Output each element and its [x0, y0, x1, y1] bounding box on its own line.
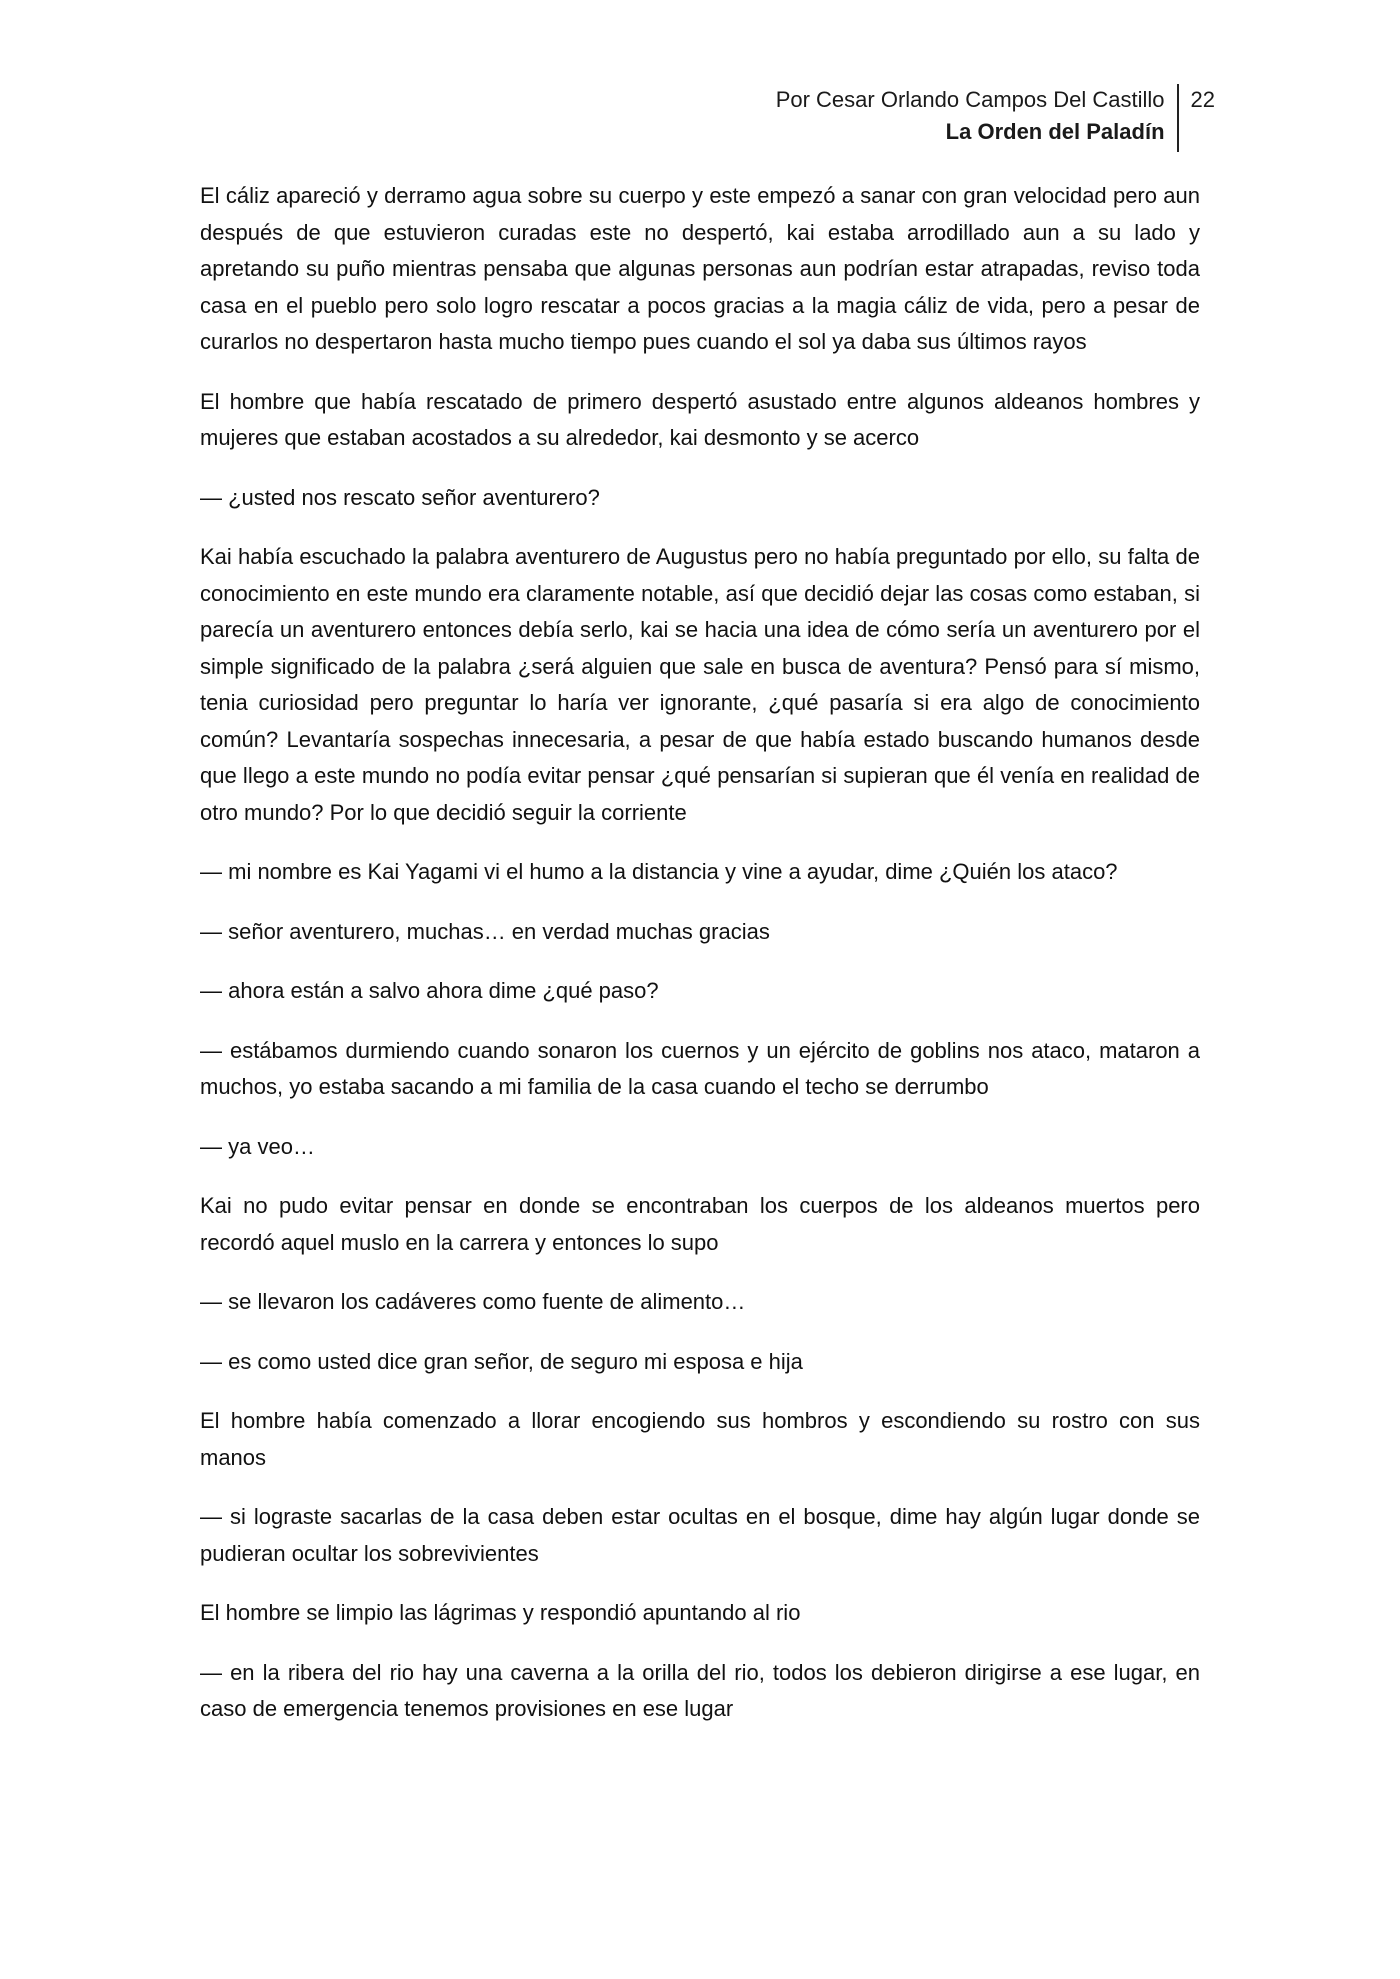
- dialogue-line: — si lograste sacarlas de la casa deben estar ocultas en el bosque, dime hay algún lugar donde se pudieran ocultar los sobrevivientes: [200, 1504, 1200, 1566]
- header-book-title: La Orden del Paladín: [945, 119, 1165, 144]
- page-body: [200, 178, 1200, 1751]
- header-author: Por Cesar Orlando Campos Del Castillo: [775, 87, 1165, 112]
- page-header: [776, 84, 1215, 152]
- paragraph: El hombre había comenzado a llorar encogiendo sus hombros y escondiendo su rostro con sus manos: [200, 1408, 1200, 1470]
- paragraph: Kai había escuchado la palabra aventurero de Augustus pero no había preguntado por ello, su falta de conocimiento en este mundo era claramente notable, así que decidió dejar las cosas como estaban, si parecía un aventurero entonces debía serlo, kai se hacia una idea de cómo sería un aventurero por el simple significado de la palabra ¿será alguien que sale en busca de aventura? Pensó para sí mismo, tenia curiosidad pero preguntar lo haría ver ignorante, ¿qué pasaría si era algo de conocimiento común? Levantaría sospechas innecesaria, a pesar de que había estado buscando humanos desde que llego a este mundo no podía evitar pensar ¿qué pensarían si supieran que él venía en realidad de otro mundo? Por lo que decidió seguir la corriente: [200, 544, 1200, 825]
- dialogue-line: — es como usted dice gran señor, de seguro mi esposa e hija: [200, 1348, 803, 1374]
- paragraph: El hombre que había rescatado de primero despertó asustado entre algunos aldeanos hombres y mujeres que estaban acostados a su alrededor, kai desmonto y se acerco: [200, 388, 1200, 450]
- paragraph: El cáliz apareció y derramo agua sobre su cuerpo y este empezó a sanar con gran velocidad pero aun después de que estuvieron curadas este no despertó, kai estaba arrodillado aun a su lado y apretando su puño mientras pensaba que algunas personas aun podrían estar atrapadas, reviso toda casa en el pueblo pero solo logro rescatar a pocos gracias a la magia cáliz de vida, pero a pesar de curarlos no despertaron hasta mucho tiempo pues cuando el sol ya daba sus últimos rayos: [200, 183, 1200, 354]
- dialogue-line: — ahora están a salvo ahora dime ¿qué paso?: [200, 978, 659, 1003]
- paragraph: Kai no pudo evitar pensar en donde se encontraban los cuerpos de los aldeanos muertos pero recordó aquel muslo en la carrera y entonces lo supo: [200, 1193, 1200, 1255]
- paragraph: El hombre se limpio las lágrimas y respondió apuntando al rio: [200, 1600, 801, 1625]
- dialogue-line: — ya veo…: [200, 1133, 315, 1159]
- dialogue-line: — señor aventurero, muchas… en verdad muchas gracias: [200, 918, 770, 944]
- dialogue-line: — se llevaron los cadáveres como fuente de alimento…: [200, 1289, 746, 1314]
- header-text-block: [776, 84, 1179, 152]
- dialogue-line: — estábamos durmiendo cuando sonaron los cuernos y un ejército de goblins nos ataco, mataron a muchos, yo estaba sacando a mi familia de la casa cuando el techo se derrumbo: [200, 1037, 1200, 1099]
- dialogue-line: — mi nombre es Kai Yagami vi el humo a la distancia y vine a ayudar, dime ¿Quién los ataco?: [200, 859, 1118, 884]
- dialogue-line: — ¿usted nos rescato señor aventurero?: [200, 484, 600, 510]
- dialogue-line: — en la ribera del rio hay una caverna a la orilla del rio, todos los debieron dirigirse a ese lugar, en caso de emergencia tenemos provisiones en ese lugar: [200, 1659, 1200, 1721]
- page-number: 22: [1190, 87, 1215, 112]
